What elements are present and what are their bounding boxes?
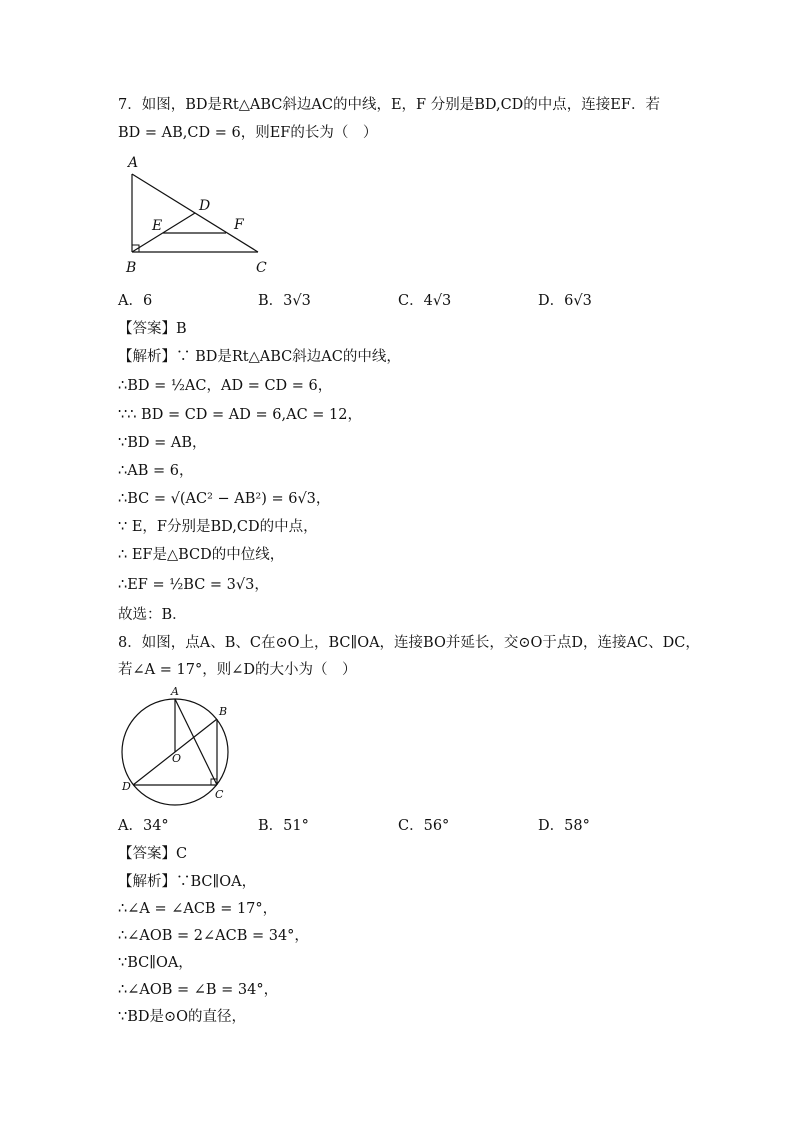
label-O: O (172, 752, 182, 765)
q7-option-a: A．6 (118, 293, 153, 309)
label-B: B (219, 705, 228, 718)
q8-option-b: B．51° (258, 818, 309, 834)
label-F: F (234, 217, 244, 233)
label-D: D (199, 198, 211, 214)
q7-analysis-line: ∴ EF是△BCD的中位线， (118, 547, 285, 563)
q7-analysis-line: ∵BD = AB， (118, 435, 207, 451)
q7-analysis-line: ∴BC = √(AC² − AB²) = 6√3， (118, 491, 331, 507)
q8-analysis-line: ∴∠AOB = ∠B = 34°， (118, 982, 279, 998)
label-C: C (215, 788, 224, 801)
q8-option-a: A．34° (118, 818, 169, 834)
label-A: A (128, 155, 139, 171)
q7-option-d: D．6√3 (538, 293, 592, 309)
q7-analysis-line: ∵∴ BD = CD = AD = 6,AC = 12， (118, 407, 362, 423)
label-B: B (126, 260, 137, 276)
q8-stem-line1: 8．如图，点A、B、C在⊙O上，BC∥OA，连接BO并延长，交⊙O于点D，连接AC、DC， (118, 635, 700, 651)
q8-circle-figure (116, 684, 240, 808)
q7-stem-line1: 7．如图，BD是Rt△ABC斜边AC的中线，E，F 分别是BD,CD的中点，连接EF．若 (118, 97, 660, 113)
label-E: E (152, 218, 163, 234)
q7-stem-line2: BD = AB,CD = 6，则EF的长为（ ） (118, 125, 378, 141)
q8-analysis-line: ∵BD是⊙O的直径， (118, 1009, 247, 1025)
q7-analysis-line: ∴AB = 6， (118, 463, 194, 479)
label-C: C (256, 260, 267, 276)
q8-option-c: C．56° (398, 818, 450, 834)
q8-analysis-line: ∴∠A = ∠ACB = 17°， (118, 901, 278, 917)
label-A: A (171, 685, 179, 698)
q7-analysis-line: ∴BD = ½AC，AD = CD = 6， (118, 378, 333, 394)
q7-analysis-line: ∵ E，F分别是BD,CD的中点， (118, 519, 318, 535)
q7-triangle-figure (118, 152, 278, 276)
q8-analysis-line: ∵BC∥OA， (118, 955, 193, 971)
q8-analysis-line: 【解析】∵BC∥OA， (118, 874, 257, 890)
q8-analysis-line: ∴∠AOB = 2∠ACB = 34°， (118, 928, 309, 944)
q7-answer: 【答案】B (118, 321, 187, 337)
q8-option-d: D．58° (538, 818, 590, 834)
q7-option-b: B．3√3 (258, 293, 311, 309)
label-D: D (122, 780, 131, 793)
q7-analysis-line: ∴EF = ½BC = 3√3， (118, 577, 269, 593)
q8-stem-line2: 若∠A = 17°，则∠D的大小为（ ） (118, 662, 357, 678)
q7-analysis-line: 【解析】∵ BD是Rt△ABC斜边AC的中线， (118, 349, 401, 365)
q8-answer: 【答案】C (118, 846, 188, 862)
q7-analysis-line: 故选：B． (118, 607, 187, 623)
q7-option-c: C．4√3 (398, 293, 452, 309)
